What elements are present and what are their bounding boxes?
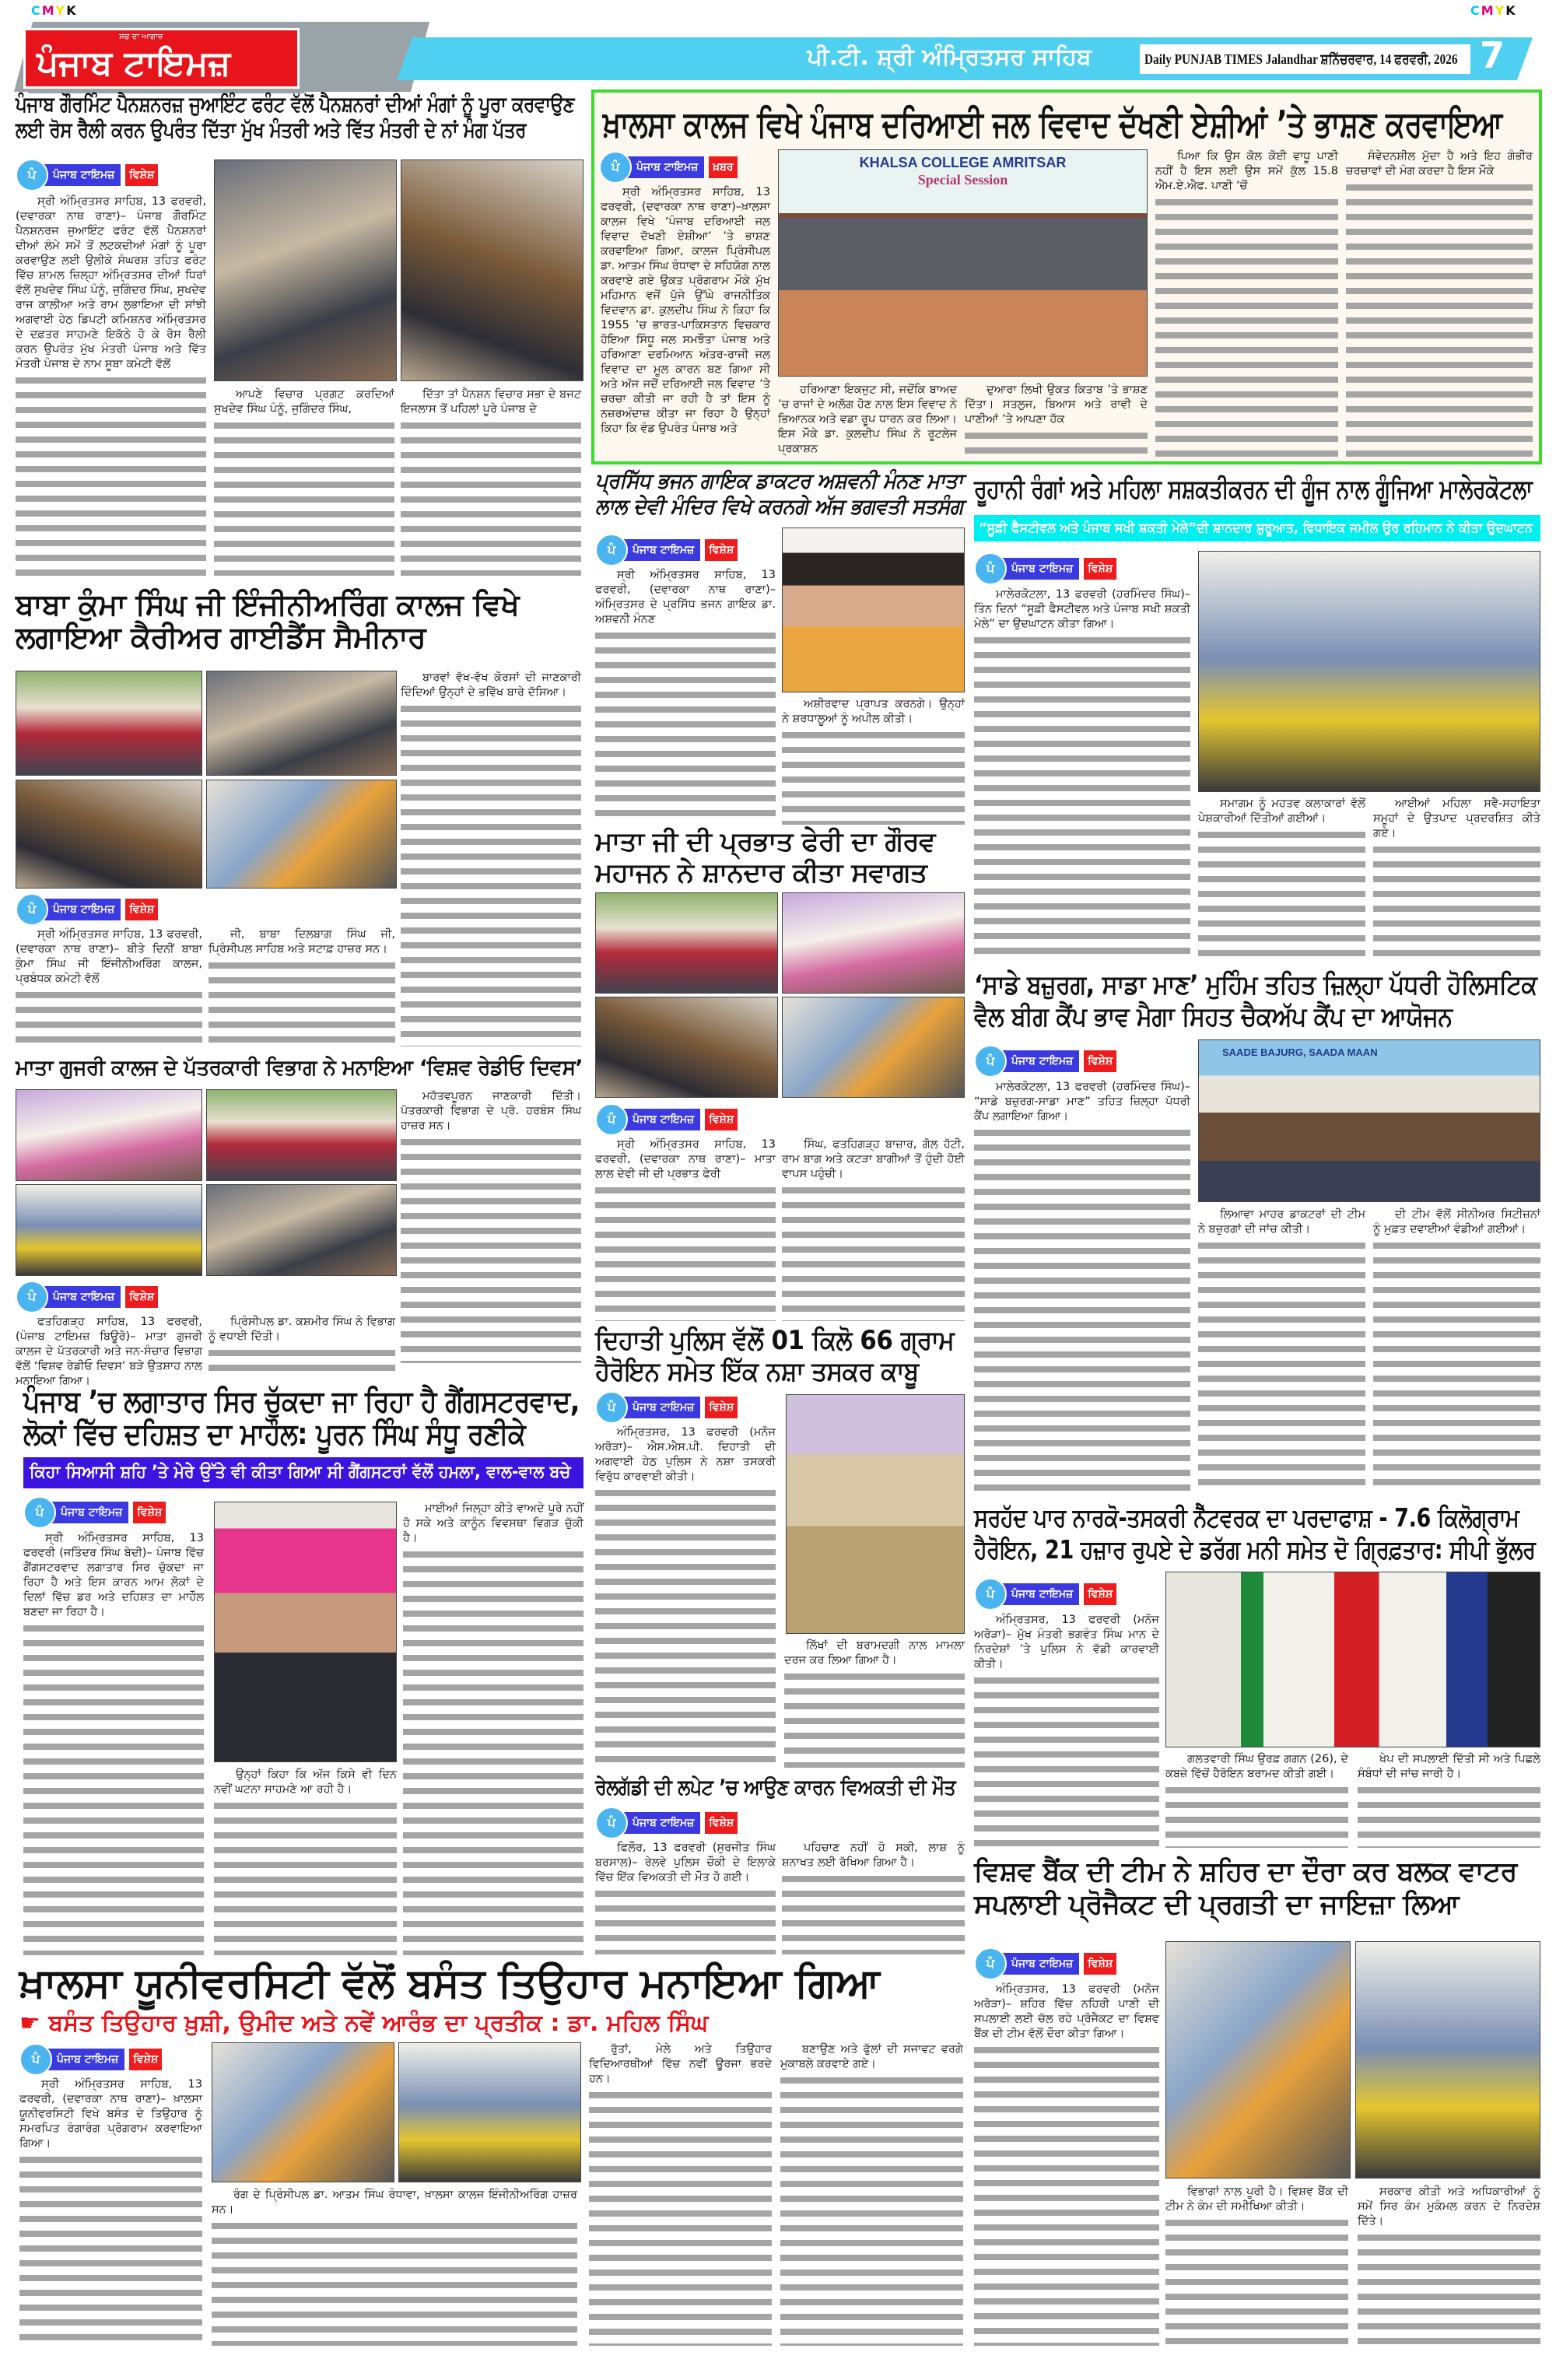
article-body: ਮਹੱਤਵਪੂਰਨ ਜਾਣਕਾਰੀ ਦਿੱਤੀ। ਪੱਤਰਕਾਰੀ ਵਿਭਾਗ ਦੇ ਪ੍ਰੋ. ਹਰਬੰਸ ਸਿੰਘ ਹਾਜ਼ਰ ਸਨ। — [401, 1089, 581, 1363]
article-body: ਉਨ੍ਹਾਂ ਕਿਹਾ ਕਿ ਅੱਜ ਕਿਸੇ ਵੀ ਦਿਨ ਨਵੀਂ ਘਟਨਾ ਸਾਹਮਣੇ ਆ ਰਹੀ ਹੈ। — [214, 1768, 397, 1955]
photo-procession-4 — [782, 997, 965, 1098]
photo-procession-1 — [595, 892, 778, 994]
subheadline: ☛ ਬਸੰਤ ਤਿਉਹਾਰ ਖ਼ੁਸ਼ੀ, ਉਮੀਦ ਅਤੇ ਨਵੇਂ ਆਰੰਭ ਦਾ ਪ੍ਰਤੀਕ : ਡਾ. ਮਹਿਲ ਸਿੰਘ — [19, 2010, 709, 2037]
byline: ਪੰ ਪੰਜਾਬ ਟਾਇਮਜ਼ ਵਿਸ਼ੇਸ਼ — [16, 895, 158, 924]
article-body: ਦੁਆਰਾ ਲਿਖੀ ਉਕਤ ਕਿਤਾਬ ’ਤੇ ਭਾਸ਼ਣ ਦਿੱਤਾ। ਸਤਲੁਜ, ਬਿਆਸ ਅਤੇ ਰਾਵੀ ਦੇ ਪਾਣੀਆਂ ’ਤੇ ਆਪਣਾ ਹੱਕ — [965, 383, 1148, 457]
photo-seminar-1 — [16, 671, 202, 776]
logo-icon: ਪੰ — [16, 893, 48, 926]
headline-khalsa-university: ਖ਼ਾਲਸਾ ਯੂਨੀਵਰਸਿਟੀ ਵੱਲੋਂ ਬਸੰਤ ਤਿਉਹਾਰ ਮਨਾਇਆ ਗਿਆ — [19, 1960, 880, 2007]
byline: ਪੰ ਪੰਜਾਬ ਟਾਇਮਜ਼ ਵਿਸ਼ੇਸ਼ — [595, 1393, 738, 1422]
article-body: ਦਿੱਤਾ ਤਾਂ ਪੈਨਸ਼ਨ ਵਿਚਾਰ ਸਭਾ ਦੇ ਬਜਟ ਇਜਲਾਸ ਤੋਂ ਪਹਿਲਾਂ ਪੂਰੇ ਪੰਜਾਬ ਦੇ — [401, 387, 581, 576]
article-body: ਹਰਿਆਣਾ ਇਕਜੁਟ ਸੀ, ਜਦੋਂਕਿ ਬਾਅਦ ’ਚ ਰਾਜਾਂ ਦੇ ਅਲੱਗ ਹੋਣ ਨਾਲ ਇਸ ਵਿਵਾਦ ਨੇ ਭਿਆਨਕ ਅਤੇ ਵਡਾ ਰੂਪ ਧਾਰਨ ਕਰ ਲਿਆ। ਇਸ ਮੌਕੇ ਡਾ. ਕੁਲਦੀਪ ਸਿੰਘ ਨੇ ਰੂਟਲੇਜ ਪ੍ਰਕਾਸ਼ਨ — [778, 384, 957, 455]
logo-icon: ਪੰ — [974, 1947, 1007, 1980]
headline-health-camp: ‘ਸਾਡੇ ਬਜ਼ੁਰਗ, ਸਾਡਾ ਮਾਣ’ ਮੁਹਿੰਮ ਤਹਿਤ ਜ਼ਿਲ੍ਹਾ ਪੱਧਰੀ ਹੋਲਿਸਟਿਕ ਵੈਲ ਬੀਗ ਕੈਂਪ ਭਾਵ ਮੈਗਾ ਸਿਹਤ ਚੈਕਅੱਪ ਕੈਂਪ ਦਾ ਆਯੋਜਨ — [974, 969, 1537, 1032]
article-body: ਪਿਆ ਕਿ ਉਸ ਕੋਲ ਕੋਈ ਵਾਧੂ ਪਾਣੀ ਨਹੀਂ ਹੈ ਇਸ ਲਈ ਉਸ ਸਮੇਂ ਕੁੱਲ 15.8 ਐਮ.ਏ.ਐਫ. ਪਾਣੀ ’ਚੋਂ — [1155, 149, 1338, 457]
article-body: ਰੰਗ ਦੇ ਪ੍ਰਿੰਸੀਪਲ ਡਾ. ਆਤਮ ਸਿੰਘ ਰੰਧਾਵਾ, ਖ਼ਾਲਸਾ ਕਾਲਜ ਇੰਜੀਨੀਅਰਿੰਗ ਹਾਜ਼ਰ ਸਨ। — [212, 2188, 577, 2346]
article-body: ਸ੍ਰੀ ਅੰਮ੍ਰਿਤਸਰ ਸਾਹਿਬ, 13 ਫਰਵਰੀ, (ਦਵਾਰਕਾ ਨਾਥ ਰਾਣਾ)– ਅੰਮ੍ਰਿਤਸਰ ਦੇ ਪ੍ਰਸਿੱਧ ਭਜਨ ਗਾਇਕ ਡਾ. ਅਸ਼ਵਨੀ ਮੰਨਣ — [595, 568, 776, 825]
article-body: ਬਣਾਉਣ ਅਤੇ ਫੁੱਲਾਂ ਦੀ ਸਜਾਵਟ ਵਰਗੇ ਮੁਕਾਬਲੇ ਕਰਵਾਏ ਗਏ। — [780, 2042, 963, 2346]
article-body: ਅੰਮ੍ਰਿਤਸਰ, 13 ਫਰਵਰੀ (ਮਨੋਜ ਅਰੋੜਾ)– ਸ਼ਹਿਰ ਵਿੱਚ ਨਹਿਰੀ ਪਾਣੀ ਦੀ ਸਪਲਾਈ ਲਈ ਚੱਲ ਰਹੇ ਪ੍ਰੋਜੈਕਟ ਦਾ ਵਿਸ਼ਵ ਬੈਂਕ ਦੀ ਟੀਮ ਵੱਲੋਂ ਦੌਰਾ ਕੀਤਾ ਗਿਆ। — [974, 1982, 1159, 2346]
article-body: ਮਾਈਆਂ ਜਿਲ੍ਹਾ ਕੀਤੇ ਵਾਅਦੇ ਪੂਰੇ ਨਹੀਂ ਹੋ ਸਕੇ ਅਤੇ ਕਾਨੂੰਨ ਵਿਵਸਥਾ ਵਿਗੜ ਚੁੱਕੀ ਹੈ। — [403, 1502, 584, 1955]
article-body: ਪ੍ਰਿੰਸੀਪਲ ਡਾ. ਕਸ਼ਮੀਰ ਸਿੰਘ ਨੇ ਵਿਭਾਗ ਨੂੰ ਵਧਾਈ ਦਿੱਤੀ। — [209, 1315, 395, 1374]
photo-world-bank-1 — [1165, 1941, 1351, 2178]
article-body: ਅੰਮ੍ਰਿਤਸਰ, 13 ਫਰਵਰੀ (ਮਨੋਜ ਅਰੋੜਾ)– ਮੁੱਖ ਮੰਤਰੀ ਭਗਵੰਤ ਸਿੰਘ ਮਾਨ ਦੇ ਨਿਰਦੇਸ਼ਾਂ ’ਤੇ ਪੁਲਿਸ ਨੇ ਵੱਡੀ ਕਾਰਵਾਈ ਕੀਤੀ। — [974, 1613, 1159, 1848]
byline: ਪੰ ਪੰਜਾਬ ਟਾਇਮਜ਼ ਵਿਸ਼ੇਸ਼ — [974, 1949, 1116, 1979]
cmyk-marks-right: CMYK — [1470, 3, 1517, 18]
byline: ਪੰ ਪੰਜਾਬ ਟਾਇਮਜ਼ ਵਿਸ਼ੇਸ਼ — [974, 1046, 1116, 1076]
headline-world-bank: ਵਿਸ਼ਵ ਬੈਂਕ ਦੀ ਟੀਮ ਨੇ ਸ਼ਹਿਰ ਦਾ ਦੌਰਾ ਕਰ ਬਲਕ ਵਾਟਰ ਸਪਲਾਈ ਪ੍ਰੋਜੈਕਟ ਦੀ ਪ੍ਰਗਤੀ ਦਾ ਜਾਇਜ਼ਾ ਲਿਆ — [974, 1856, 1517, 1920]
page-number: 7 — [1480, 34, 1505, 76]
logo-icon: ਪੰ — [19, 2043, 52, 2076]
newspaper-logo: ਸਚ ਦਾ ਆਗਾਜ਼ ਪੰਜਾਬ ਟਾਇਮਜ਼ — [23, 28, 300, 89]
photo-world-bank-2 — [1355, 1941, 1540, 2178]
article-body: ਰੁੱਤਾਂ, ਮੇਲੇ ਅਤੇ ਤਿਉਹਾਰ ਵਿਦਿਆਰਥੀਆਂ ਵਿੱਚ ਨਵੀਂ ਊਰਜਾ ਭਰਦੇ ਹਨ। — [589, 2042, 772, 2346]
logo-icon: ਪੰ — [595, 1103, 628, 1136]
byline: ਪੰ ਪੰਜਾਬ ਟਾਇਮਜ਼ ਵਿਸ਼ੇਸ਼ — [16, 1282, 158, 1312]
pointing-hand-icon: ☛ — [19, 2010, 49, 2037]
article-body: ਅਸ਼ੀਰਵਾਦ ਪ੍ਰਾਪਤ ਕਰਨਗੇ। ਉਨ੍ਹਾਂ ਨੇ ਸ਼ਰਧਾਲੂਆਂ ਨੂੰ ਅਪੀਲ ਕੀਤੀ। — [782, 697, 965, 825]
article-body: ਅੰਮ੍ਰਿਤਸਰ, 13 ਫਰਵਰੀ (ਮਨੋਜ ਅਰੋੜਾ)– ਐਸ.ਐਸ.ਪੀ. ਦਿਹਾਤੀ ਦੀ ਅਗਵਾਈ ਹੇਠ ਪੁਲਿਸ ਨੇ ਨਸ਼ਾ ਤਸਕਰੀ ਵਿਰੁੱਧ ਕਾਰਵਾਈ ਕੀਤੀ। — [595, 1425, 776, 1768]
photo-seminar-4 — [206, 780, 397, 889]
section-title: ਪੀ.ਟੀ. ਸ਼੍ਰੀ ਅੰਮ੍ਰਿਤਸਰ ਸਾਹਿਬ — [807, 44, 1092, 71]
headline-dihati-police: ਦਿਹਾਤੀ ਪੁਲਿਸ ਵੱਲੋਂ 01 ਕਿਲੋ 66 ਗ੍ਰਾਮ ਹੈਰੋਇਨ ਸਮੇਤ ਇੱਕ ਨਸ਼ਾ ਤਸਕਰ ਕਾਬੂ — [595, 1325, 955, 1387]
article-body: ਪਹਿਚਾਣ ਨਹੀਂ ਹੋ ਸਕੀ, ਲਾਸ਼ ਨੂੰ ਸ਼ਨਾਖਤ ਲਈ ਰੱਖਿਆ ਗਿਆ ਹੈ। — [782, 1841, 965, 1954]
article-body: ਆਪਣੇ ਵਿਚਾਰ ਪ੍ਰਗਟ ਕਰਦਿਆਂ ਸੁਖਦੇਵ ਸਿੰਘ ਪੰਨੂੰ, ਜੁਗਿੰਦਰ ਸਿੰਘ, — [214, 387, 394, 576]
photo-radio-1 — [16, 1089, 202, 1181]
byline: ਪੰ ਪੰਜਾਬ ਟਾਇਮਜ਼ ਵਿਸ਼ੇਸ਼ — [16, 160, 158, 190]
logo-icon: ਪੰ — [16, 1281, 48, 1313]
byline: ਪੰ ਪੰਜਾਬ ਟਾਇਮਜ਼ ਖ਼ਬਰ — [599, 152, 738, 182]
byline: ਪੰ ਪੰਜਾਬ ਟਾਇਮਜ਼ ਵਿਸ਼ੇਸ਼ — [595, 1808, 738, 1838]
photo-seminar-3 — [16, 780, 202, 889]
photo-radio-4 — [206, 1184, 397, 1276]
article-body: ਫਿਲੌਰ, 13 ਫਰਵਰੀ (ਸੁਰਜੀਤ ਸਿੰਘ ਬਰਸਾਲ)– ਰੇਲਵੇ ਪੁਲਿਸ ਚੌਕੀ ਦੇ ਇਲਾਕੇ ਵਿੱਚ ਇੱਕ ਵਿਅਕਤੀ ਦੀ ਮੌਤ ਹੋ ਗਈ। — [595, 1841, 776, 1954]
photo-health-camp: SAADE BAJURG, SAADA MAAN — [1198, 1039, 1540, 1202]
headline-mata-ji: ਮਾਤਾ ਜੀ ਦੀ ਪ੍ਰਭਾਤ ਫੇਰੀ ਦਾ ਗੌਰਵ ਮਹਾਜਨ ਨੇ ਸ਼ਾਨਦਾਰ ਕੀਤਾ ਸਵਾਗਤ — [595, 826, 935, 889]
article-body: ਵਿਭਾਗਾਂ ਨਾਲ ਪੂਰੀ ਹੈ। ਵਿਸ਼ਵ ਬੈਂਕ ਦੀ ਟੀਮ ਨੇ ਕੰਮ ਦੀ ਸਮੀਖਿਆ ਕੀਤੀ। — [1165, 2185, 1348, 2346]
headline-narco-network: ਸਰਹੱਦ ਪਾਰ ਨਾਰਕੋ-ਤਸਕਰੀ ਨੈੱਟਵਰਕ ਦਾ ਪਰਦਾਫਾਸ਼ - 7.6 ਕਿਲੋਗ੍ਰਾਮ ਹੈਰੋਇਨ, 21 ਹਜ਼ਾਰ ਰੁਪਏ ਦੇ ਡਰੱਗ ਮਨੀ ਸਮੇਤ ਦੋ ਗ੍ਰਿਫ਼ਤਾਰ: ਸੀਪੀ ਭੁੱਲਰ — [974, 1502, 1536, 1565]
photo-procession-2 — [782, 892, 965, 994]
headline-mata-gujri: ਮਾਤਾ ਗੁਜਰੀ ਕਾਲਜ ਦੇ ਪੱਤਰਕਾਰੀ ਵਿਭਾਗ ਨੇ ਮਨਾਇਆ ‘ਵਿਸ਼ਵ ਰੇਡੀਓ ਦਿਵਸ’ — [16, 1056, 584, 1080]
article-body: ਸ੍ਰੀ ਅੰਮ੍ਰਿਤਸਰ ਸਾਹਿਬ, 13 ਫਰਵਰੀ, (ਦਵਾਰਕਾ ਨਾਥ ਰਾਣਾ)– ਪੰਜਾਬ ਗੌਰਮਿੰਟ ਪੈਨਸ਼ਨਰਜ ਜੁਆਇੰਟ ਫਰੰਟ ਵੱਲੋਂ ਪੈਨਸ਼ਨਰਾਂ ਦੀਆਂ ਲੰਮੇ ਸਮੇਂ ਤੋਂ ਲਟਕਦੀਆਂ ਮੰਗਾਂ ਨੂੰ ਪੂਰਾ ਕਰਵਾਉਣ ਲਈ ਉਲੀਕੇ ਸੰਘਰਸ਼ ਤਹਿਤ ਫਰੰਟ ਵਿੱਚ ਸ਼ਾਮਲ ਜ਼ਿਲ੍ਹਾ ਅੰਮ੍ਰਿਤਸਰ ਦੀਆਂ ਧਿਰਾਂ ਵੱਲੋਂ ਸੁਖਦੇਵ ਸਿੰਘ ਪੰਨੂੰ, ਜੁਗਿੰਦਰ ਸਿੰਘ, ਸੁਖਦੇਵ ਰਾਜ ਕਾਲੀਆ ਅਤੇ ਰਾਮ ਲੁਭਾਇਆ ਦੀ ਸਾਂਝੀ ਅਗਵਾਈ ਹੇਠ ਡਿਪਟੀ ਕਮਿਸ਼ਨਰ ਅੰਮ੍ਰਿਤਸਰ ਦੇ ਦਫ਼ਤਰ ਸਾਹਮਣੇ ਇਕੱਠੇ ਹੋ ਕੇ ਰੋਸ ਰੈਲੀ ਕਰਨ ਉਪਰੰਤ ਮੁੱਖ ਮੰਤਰੀ ਪੰਜਾਬ ਅਤੇ ਵਿੱਤ ਮੰਤਰੀ ਪੰਜਾਬ ਦੇ ਨਾਮ ਸੂਬਾ ਕਮੇਟੀ ਵੱਲੋਂ — [16, 195, 206, 576]
article-body: ਸਮਾਗਮ ਨੂੰ ਮਹਤਵ ਕਲਾਕਾਰਾਂ ਵੱਲੋਂ ਪੇਸ਼ਕਾਰੀਆਂ ਦਿੱਤੀਆਂ ਗਈਆਂ। — [1198, 797, 1365, 962]
article-body: ਖੇਪ ਦੀ ਸਪਲਾਈ ਦਿੱਤੀ ਸੀ ਅਤੇ ਪਿਛਲੇ ਸੰਬੰਧਾਂ ਦੀ ਜਾਂਚ ਜਾਰੀ ਹੈ। — [1358, 1752, 1540, 1848]
photo-singer — [782, 528, 965, 692]
article-body: ਮਾਲੇਰਕੋਟਲਾ, 13 ਫਰਵਰੀ (ਹਰਮਿੰਦਰ ਸਿੰਘ)– ਤਿੰਨ ਦਿਨਾਂ “ਸੂਫ਼ੀ ਫੈਸਟੀਵਲ ਅਤੇ ਪੰਜਾਬ ਸਖੀ ਸ਼ਕਤੀ ਮੇਲੇ” ਦਾ ਉਦਘਾਟਨ ਕੀਤਾ ਗਿਆ। — [974, 587, 1190, 962]
headline-rail-accident: ਰੇਲਗੱਡੀ ਦੀ ਲਪੇਟ ’ਚ ਆਉਣ ਕਾਰਨ ਵਿਅਕਤੀ ਦੀ ਮੌਤ — [595, 1775, 956, 1800]
photo-seminar-2 — [206, 671, 397, 776]
logo-icon: ਪੰ — [974, 552, 1007, 585]
article-body: ਦੀ ਟੀਮ ਵੱਲੋਂ ਸੀਨੀਅਰ ਸਿਟੀਜ਼ਨਾਂ ਨੂੰ ਮੁਫ਼ਤ ਦਵਾਈਆਂ ਵੰਡੀਆਂ ਗਈਆਂ। — [1373, 1208, 1540, 1494]
article-body: ਸ੍ਰੀ ਅੰਮ੍ਰਿਤਸਰ ਸਾਹਿਬ, 13 ਫਰਵਰੀ, (ਦਵਾਰਕਾ ਨਾਥ ਰਾਣਾ)– ਬੀਤੇ ਦਿਨੀਂ ਬਾਬਾ ਕੁੰਮਾ ਸਿੰਘ ਜੀ ਇੰਜੀਨੀਅਰਿੰਗ ਕਾਲਜ, ਪ੍ਰਬੰਧਕ ਕਮੇਟੀ ਵੱਲੋਂ — [16, 927, 202, 1046]
headline-baba-kuma: ਬਾਬਾ ਕੁੰਮਾ ਸਿੰਘ ਜੀ ਇੰਜੀਨੀਅਰਿੰਗ ਕਾਲਜ ਵਿਖੇ ਲਗਾਇਆ ਕੈਰੀਅਰ ਗਾਈਡੈਂਸ ਸੈਮੀਨਾਰ — [16, 587, 520, 654]
logo-icon: ਪੰ — [595, 1807, 628, 1839]
byline: ਪੰ ਪੰਜਾਬ ਟਾਇਮਜ਼ ਵਿਸ਼ੇਸ਼ — [595, 535, 738, 565]
article-body: ਫਤਹਿਗੜ੍ਹ ਸਾਹਿਬ, 13 ਫਰਵਰੀ, (ਪੰਜਾਬ ਟਾਇਮਜ਼ ਬਿਊਰੋ)– ਮਾਤਾ ਗੁਜਰੀ ਕਾਲਜ ਦੇ ਪੱਤਰਕਾਰੀ ਅਤੇ ਜਨ-ਸੰਚਾਰ ਵਿਭਾਗ ਵੱਲੋਂ ‘ਵਿਸ਼ਵ ਰੇਡੀਓ ਦਿਵਸ’ ਬੜੇ ਉਤਸ਼ਾਹ ਨਾਲ ਮਨਾਇਆ ਗਿਆ। — [16, 1316, 202, 1387]
subheadline-banner: ਕਿਹਾ ਸਿਆਸੀ ਸ਼ਹਿ ’ਤੇ ਮੇਰੇ ਉੱਤੇ ਵੀ ਕੀਤਾ ਗਿਆ ਸੀ ਗੈਂਗਸਟਰਾਂ ਵੱਲੋਂ ਹਮਲਾ, ਵਾਲ-ਵਾਲ ਬਚੇ — [23, 1457, 584, 1488]
logo-icon: ਪੰ — [16, 159, 48, 191]
article-body: ਬਾਰਵਾਂ ਵੱਖ-ਵੱਖ ਕੋਰਸਾਂ ਦੀ ਜਾਣਕਾਰੀ ਦਿੰਦਿਆਂ ਉਨ੍ਹਾਂ ਦੇ ਭਵਿੱਖ ਬਾਰੇ ਦੱਸਿਆ। — [401, 671, 581, 1046]
photo-press-conference — [1165, 1572, 1540, 1747]
photo-pensioners-1 — [214, 159, 397, 381]
byline: ਪੰ ਪੰਜਾਬ ਟਾਇਮਜ਼ ਵਿਸ਼ੇਸ਼ — [19, 2045, 162, 2074]
article-body: ਸੰਵੇਦਨਸ਼ੀਲ ਮੁੱਦਾ ਹੈ ਅਤੇ ਇਹ ਗੰਭੀਰ ਚਰਚਾਵਾਂ ਦੀ ਮੰਗ ਕਰਦਾ ਹੈ ਇਸ ਮੌਕੇ — [1346, 149, 1533, 457]
photo-pensioners-2 — [401, 159, 584, 381]
article-body: ਲਿਆਵਾ ਮਾਹਰ ਡਾਕਟਰਾਂ ਦੀ ਟੀਮ ਨੇ ਬਜ਼ੁਰਗਾਂ ਦੀ ਜਾਂਚ ਕੀਤੀ। — [1198, 1208, 1365, 1494]
headline-pensioners: ਪੰਜਾਬ ਗੌਰਮਿੰਟ ਪੈਨਸ਼ਨਰਜ਼ ਜੁਆਇੰਟ ਫਰੰਟ ਵੱਲੋਂ ਪੈਨਸ਼ਨਰਾਂ ਦੀਆਂ ਮੰਗਾਂ ਨੂੰ ਪੂਰਾ ਕਰਵਾਉਣ ਲਈ ਰੋਸ ਰੈਲੀ ਕਰਨ ਉਪਰੰਤ ਦਿੱਤਾ ਮੁੱਖ ਮੰਤਰੀ ਅਤੇ ਵਿੱਤ ਮੰਤਰੀ ਦੇ ਨਾਂ ਮੰਗ ਪੱਤਰ — [16, 93, 575, 142]
headline-bhajan: ਪ੍ਰਸਿੱਧ ਭਜਨ ਗਾਇਕ ਡਾਕਟਰ ਅਸ਼ਵਨੀ ਮੰਨਣ ਮਾਤਾ ਲਾਲ ਦੇਵੀ ਮੰਦਿਰ ਵਿਖੇ ਕਰਨਗੇ ਅੱਜ ਭਗਵਤੀ ਸਤਸੰਗ — [595, 469, 963, 519]
byline: ਪੰ ਪੰਜਾਬ ਟਾਇਮਜ਼ ਵਿਸ਼ੇਸ਼ — [23, 1498, 166, 1527]
logo-icon: ਪੰ — [974, 1578, 1007, 1611]
photo-sufi-festival — [1198, 551, 1540, 792]
photo-khalsa-college: KHALSA COLLEGE AMRITSAR Special Session — [778, 149, 1148, 377]
headline-malerkotla: ਰੂਹਾਨੀ ਰੰਗਾਂ ਅਤੇ ਮਹਿਲਾ ਸਸ਼ਕਤੀਕਰਨ ਦੀ ਗੂੰਜ ਨਾਲ ਗੂੰਜਿਆ ਮਾਲੇਰਕੋਟਲਾ — [974, 474, 1533, 505]
cmyk-marks-left: CMYK — [31, 3, 78, 18]
article-body: ਸਰਕਾਰ ਕੀਤੀ ਅਤੇ ਅਧਿਕਾਰੀਆਂ ਨੂੰ ਸਮੇਂ ਸਿਰ ਕੰਮ ਮੁਕੰਮਲ ਕਰਨ ਦੇ ਨਿਰਦੇਸ਼ ਦਿੱਤੇ। — [1358, 2185, 1540, 2346]
article-body: ਲਿੱਖਾਂ ਦੀ ਬਰਾਮਦਗੀ ਨਾਲ ਮਾਮਲਾ ਦਰਜ ਕਰ ਲਿਆ ਗਿਆ ਹੈ। — [784, 1639, 965, 1768]
article-body: ਗਲਤਵਾਰੀ ਸਿੰਘ ਉਰਫ਼ ਗਗਨ (26), ਦੇ ਕਬਜ਼ੇ ਵਿੱਚੋਂ ਹੈਰੋਇਨ ਬਰਾਮਦ ਕੀਤੀ ਗਈ। — [1165, 1752, 1348, 1848]
logo-icon: ਪੰ — [595, 1391, 628, 1424]
photo-basant-1 — [212, 2042, 394, 2182]
article-body: ਸਿੰਘ, ਫਤਹਿਗੜ੍ਹ ਬਾਜ਼ਾਰ, ਗੋਲ ਹੱਟੀ, ਰਾਮ ਬਾਗ ਅਤੇ ਕਟੜਾ ਬਾਗੀਆਂ ਤੋਂ ਹੁੰਦੀ ਹੋਈ ਵਾਪਸ ਪਹੁੰਚੀ। — [782, 1137, 965, 1321]
photo-radio-3 — [16, 1184, 202, 1276]
byline: ਪੰ ਪੰਜਾਬ ਟਾਇਮਜ਼ ਵਿਸ਼ੇਸ਼ — [974, 1579, 1116, 1609]
article-body: ਜੀ, ਬਾਬਾ ਦਿਲਬਾਗ ਸਿੰਘ ਜੀ, ਪ੍ਰਿੰਸੀਪਲ ਸਾਹਿਬ ਅਤੇ ਸਟਾਫ਼ ਹਾਜ਼ਰ ਸਨ। — [209, 927, 395, 1046]
byline: ਪੰ ਪੰਜਾਬ ਟਾਇਮਜ਼ ਵਿਸ਼ੇਸ਼ — [974, 554, 1116, 584]
logo-icon: ਪੰ — [23, 1496, 56, 1529]
photo-police-arrest — [786, 1394, 965, 1634]
article-body: ਮਾਲੇਰਕੋਟਲਾ, 13 ਫਰਵਰੀ (ਹਰਮਿੰਦਰ ਸਿੰਘ)– “ਸਾਡੇ ਬਜ਼ੁਰਗ-ਸਾਡਾ ਮਾਣ” ਤਹਿਤ ਜ਼ਿਲ੍ਹਾ ਪੱਧਰੀ ਕੈਂਪ ਲਗਾਇਆ ਗਿਆ। — [974, 1080, 1190, 1494]
logo-icon: ਪੰ — [595, 534, 628, 566]
edition-date: Daily PUNJAB TIMES Jalandhar ਸ਼ਨਿੱਚਰਵਾਰ, 14 ਫਰਵਰੀ, 2026 — [1140, 44, 1470, 74]
article-body: ਸ੍ਰੀ ਅੰਮ੍ਰਿਤਸਰ ਸਾਹਿਬ, 13 ਫਰਵਰੀ, (ਦਵਾਰਕਾ ਨਾਥ ਰਾਣਾ)– ਮਾਤਾ ਲਾਲ ਦੇਵੀ ਜੀ ਦੀ ਪ੍ਰਭਾਤ ਫੇਰੀ — [595, 1137, 776, 1321]
logo-icon: ਪੰ — [974, 1045, 1007, 1078]
photo-portrait — [214, 1502, 397, 1762]
article-body: ਸ੍ਰੀ ਅੰਮ੍ਰਿਤਸਰ ਸਾਹਿਬ, 13 ਫਰਵਰੀ, (ਦਵਾਰਕਾ ਨਾਥ ਰਾਣਾ)–ਖ਼ਾਲਸਾ ਕਾਲਜ ਵਿਖੇ ‘ਪੰਜਾਬ ਦਰਿਆਈ ਜਲ ਵਿਵਾਦ ਦੱਖਣੀ ਏਸ਼ੀਆ’ ’ਤੇ ਭਾਸ਼ਣ ਕਰਵਾਇਆ ਗਿਆ, ਕਾਲਜ ਪ੍ਰਿੰਸੀਪਲ ਡਾ. ਆਤਮ ਸਿੰਘ ਰੰਧਾਵਾ ਦੇ ਸਹਿਯੋਗ ਨਾਲ ਕਰਵਾਏ ਗਏ ਉਕਤ ਪ੍ਰੋਗਰਾਮ ਮੌਕੇ ਮੁੱਖ ਮਹਿਮਾਨ ਵਜੋਂ ਪੁੱਜੇ ਉੱਘੇ ਰਾਜਨੀਤਿਕ ਵਿਦਵਾਨ ਡਾ. ਕੁਲਦੀਪ ਸਿੰਘ ਨੇ ਕਿਹਾ ਕਿ 1955 ’ਚ ਭਾਰਤ-ਪਾਕਿਸਤਾਨ ਵਿਚਕਾਰ ਹੋਇਆ ਸਿੰਧੂ ਜਲ ਸਮਝੌਤਾ ਪੰਜਾਬ ਅਤੇ ਹਰਿਆਣਾ ਦਰਮਿਆਨ ਅੰਤਰ-ਰਾਜੀ ਜਲ ਵਿਵਾਦ ਦਾ ਮੂਲ ਕਾਰਨ ਬਣ ਗਿਆ ਸੀ ਅਤੇ ਅੱਜ ਜਦੋਂ ਦਰਿਆਈ ਜਲ ਵਿਵਾਦ ’ਤੇ ਚਰਚਾ ਕੀਤੀ ਜਾ ਰਹੀ ਹੈ ਤਾਂ ਇਸ ਨੂੰ ਨਜ਼ਰਅੰਦਾਜ਼ ਕੀਤਾ ਜਾ ਰਿਹਾ ਹੈ ਉਨ੍ਹਾਂ ਕਿਹਾ ਕਿ ਵੰਡ ਉਪਰੰਤ ਪੰਜਾਬ ਅਤੇ — [601, 186, 770, 435]
headline-gangster: ਪੰਜਾਬ ’ਚ ਲਗਾਤਾਰ ਸਿਰ ਚੁੱਕਦਾ ਜਾ ਰਿਹਾ ਹੈ ਗੈਂਗਸਟਰਵਾਦ, ਲੋਕਾਂ ਵਿੱਚ ਦਹਿਸ਼ਤ ਦਾ ਮਾਹੌਲ: ਪੂਰਨ ਸਿੰਘ ਸੰਧੂ ਰਣੀਕੇ — [23, 1384, 580, 1451]
article-body: ਸ੍ਰੀ ਅੰਮ੍ਰਿਤਸਰ ਸਾਹਿਬ, 13 ਫਰਵਰੀ (ਜਤਿੰਦਰ ਸਿੰਘ ਬੇਦੀ)– ਪੰਜਾਬ ਵਿੱਚ ਗੈਂਗਸਟਰਵਾਦ ਲਗਾਤਾਰ ਸਿਰ ਚੁੱਕਦਾ ਜਾ ਰਿਹਾ ਹੈ ਅਤੇ ਇਸ ਕਾਰਨ ਆਮ ਲੋਕਾਂ ਦੇ ਦਿਲਾਂ ਵਿੱਚ ਡਰ ਅਤੇ ਦਹਿਸ਼ਤ ਦਾ ਮਾਹੌਲ ਬਣਦਾ ਜਾ ਰਿਹਾ ਹੈ। — [23, 1531, 204, 1955]
photo-procession-3 — [595, 997, 778, 1098]
logo-icon: ਪੰ — [599, 151, 632, 184]
article-body: ਸ੍ਰੀ ਅੰਮ੍ਰਿਤਸਰ ਸਾਹਿਬ, 13 ਫਰਵਰੀ, (ਦਵਾਰਕਾ ਨਾਥ ਰਾਣਾ)– ਖ਼ਾਲਸਾ ਯੂਨੀਵਰਸਿਟੀ ਵਿਖੇ ਬਸੰਤ ਦੇ ਤਿਉਹਾਰ ਨੂੰ ਸਮਰਪਿਤ ਰੰਗਾਰੰਗ ਪ੍ਰੋਗਰਾਮ ਕਰਵਾਇਆ ਗਿਆ। — [19, 2077, 202, 2346]
photo-radio-2 — [206, 1089, 397, 1181]
article-body: ਆਈਆਂ ਮਹਿਲਾ ਸਵੈ-ਸਹਾਇਤਾ ਸਮੂਹਾਂ ਦੇ ਉਤਪਾਦ ਪ੍ਰਦਰਸ਼ਿਤ ਕੀਤੇ ਗਏ। — [1373, 797, 1540, 962]
subheadline-banner: “ਸੂਫ਼ੀ ਫੈਸਟੀਵਲ ਅਤੇ ਪੰਜਾਬ ਸਖੀ ਸ਼ਕਤੀ ਮੇਲੇ”ਦੀ ਸ਼ਾਨਦਾਰ ਸ਼ੁਰੂਆਤ, ਵਿਧਾਇਕ ਜਮੀਲ ਉਰ ਰਹਿਮਾਨ ਨੇ ਕੀਤਾ ਉਦਘਾਟਨ — [974, 515, 1540, 542]
byline: ਪੰ ਪੰਜਾਬ ਟਾਇਮਜ਼ ਵਿਸ਼ੇਸ਼ — [595, 1105, 738, 1134]
photo-basant-2 — [398, 2042, 581, 2182]
headline-khalsa-college: ਖ਼ਾਲਸਾ ਕਾਲਜ ਵਿਖੇ ਪੰਜਾਬ ਦਰਿਆਈ ਜਲ ਵਿਵਾਦ ਦੱਖਣੀ ਏਸ਼ੀਆਂ ’ਤੇ ਭਾਸ਼ਣ ਕਰਵਾਇਆ — [603, 103, 1502, 145]
